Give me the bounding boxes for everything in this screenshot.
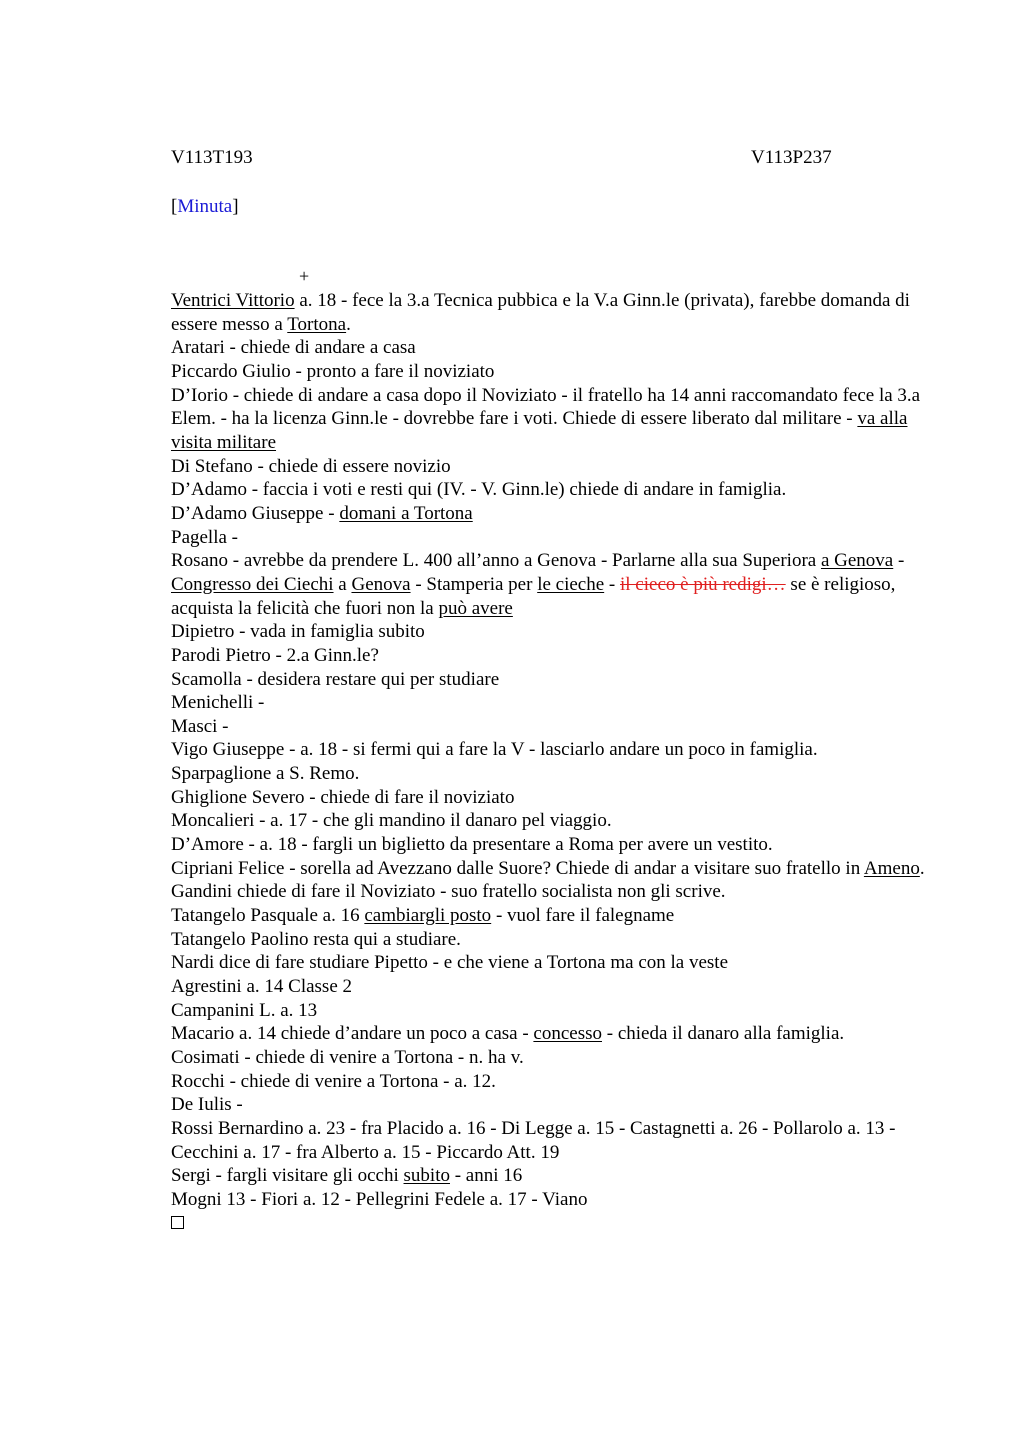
text-line: Tatangelo Paolino resta qui a studiare.: [171, 928, 461, 950]
text-line: Nardi dice di fare studiare Pipetto - e che viene a Tortona ma con la veste: [171, 952, 729, 974]
text-line: De Iulis -: [171, 1094, 243, 1116]
text-line: Cipriani Felice - sorella ad Avezzano dalle Suore? Chiede di andar a visitare suo fratello in Ameno.: [171, 857, 925, 879]
underlined-note: le cieche: [537, 573, 605, 595]
text-line: Sparpaglione a S. Remo.: [171, 763, 360, 785]
text-line: Dipietro - vada in famiglia subito: [171, 621, 425, 643]
text-line: Rossi Bernardino a. 23 - fra Placido a. 16 - Di Legge a. 15 - Castagnetti a. 26 - Pollarolo a. 13 - Cecchini a. 17 - fra Alberto a. 15 - Piccardo Att. 19: [171, 1117, 896, 1163]
underlined-note: concesso: [533, 1023, 602, 1045]
underlined-note: a Genova: [820, 550, 894, 572]
text-line: Ghiglione Severo - chiede di fare il noviziato: [171, 786, 515, 808]
text-line: Gandini chiede di fare il Noviziato - suo fratello socialista non gli scrive.: [171, 881, 726, 903]
text-line: Masci -: [171, 715, 229, 737]
text-line: Scamolla - desidera restare qui per studiare: [171, 668, 500, 690]
text-line: Cosimati - chiede di venire a Tortona - n. ha v.: [171, 1047, 524, 1068]
text-line: Agrestini a. 14 Classe 2: [171, 976, 353, 998]
text-line: Macario a. 14 chiede d’andare un poco a casa - concesso - chieda il danaro alla famiglia.: [171, 1023, 845, 1045]
underlined-note: cambiargli posto: [364, 905, 492, 927]
text-line: D’Amore - a. 18 - fargli un biglietto da presentare a Roma per avere un vestito.: [171, 834, 773, 856]
bracket-open: [: [171, 196, 178, 217]
minuta-tag: [171, 195, 239, 219]
underlined-note: domani a Tortona: [339, 502, 473, 524]
underlined-note: va alla visita militare: [171, 408, 908, 453]
text-line: Rosano - avrebbe da prendere L. 400 all’anno a Genova - Parlarne alla sua Superiora a Genova - Congresso dei Ciechi a Genova - Stamperia per le cieche - il cieco è più redigi… se è religioso, acquista la felicità che fuori non la può avere: [171, 550, 905, 619]
document-code-right: V113P237: [751, 147, 832, 168]
document-body: [171, 289, 941, 1235]
underlined-note: subito: [403, 1165, 450, 1187]
text-line: Sergi - fargli visitare gli occhi subito - anni 16: [171, 1165, 523, 1187]
text-line: Vigo Giuseppe - a. 18 - si fermi qui a fare la V - lasciarlo andare un poco in famiglia.: [171, 739, 818, 761]
end-box-icon: [171, 1216, 184, 1229]
text-line: Aratari - chiede di andare a casa: [171, 337, 416, 359]
underlined-place: Genova: [351, 573, 411, 595]
text-line: Pagella -: [171, 526, 239, 548]
cross-mark: +: [299, 266, 310, 286]
text-line: Parodi Pietro - 2.a Ginn.le?: [171, 644, 379, 666]
text-line: Rocchi - chiede di venire a Tortona - a. 12.: [171, 1070, 496, 1092]
underlined-name: Ventrici Vittorio: [171, 290, 295, 311]
text-line: D’Adamo - faccia i voti e resti qui (IV. - V. Ginn.le) chiede di andare in famiglia.: [171, 479, 787, 501]
text-line: Campanini L. a. 13: [171, 999, 318, 1021]
text-line: Mogni 13 - Fiori a. 12 - Pellegrini Fedele a. 17 - Viano: [171, 1188, 588, 1210]
bracket-close: ]: [232, 196, 239, 217]
text-line: Piccardo Giulio - pronto a fare il noviziato: [171, 360, 495, 382]
document-code-left: V113T193: [171, 147, 253, 168]
underlined-note: Congresso dei Ciechi: [171, 573, 334, 595]
minuta-link[interactable]: Minuta: [177, 196, 233, 217]
text-line: D’Adamo Giuseppe - domani a Tortona: [171, 502, 473, 524]
text-line: D’Iorio - chiede di andare a casa dopo il Noviziato - il fratello ha 14 anni raccomandato fece la 3.a Elem. - ha la licenza Ginn.le - dovrebbe fare i voti. Chiede di essere liberato dal militare - va alla visita militare: [171, 384, 921, 453]
end-line: [171, 1212, 941, 1236]
underlined-place: Ameno: [863, 857, 920, 879]
text-line: Di Stefano - chiede di essere novizio: [171, 455, 451, 477]
text-line: Tatangelo Pasquale a. 16 cambiargli posto - vuol fare il falegname: [171, 905, 675, 927]
text-line: Menichelli -: [171, 692, 265, 714]
text-line: Ventrici Vittorio a. 18 - fece la 3.a Tecnica pubbica e la V.a Ginn.le (privata), farebbe domanda di essere messo a Tortona.: [171, 290, 910, 335]
underlined-place: Tortona: [287, 313, 347, 335]
deleted-text: il cieco è più redigi…: [620, 573, 786, 595]
underlined-note: può avere: [438, 597, 513, 619]
text-line: Moncalieri - a. 17 - che gli mandino il danaro pel viaggio.: [171, 810, 612, 832]
